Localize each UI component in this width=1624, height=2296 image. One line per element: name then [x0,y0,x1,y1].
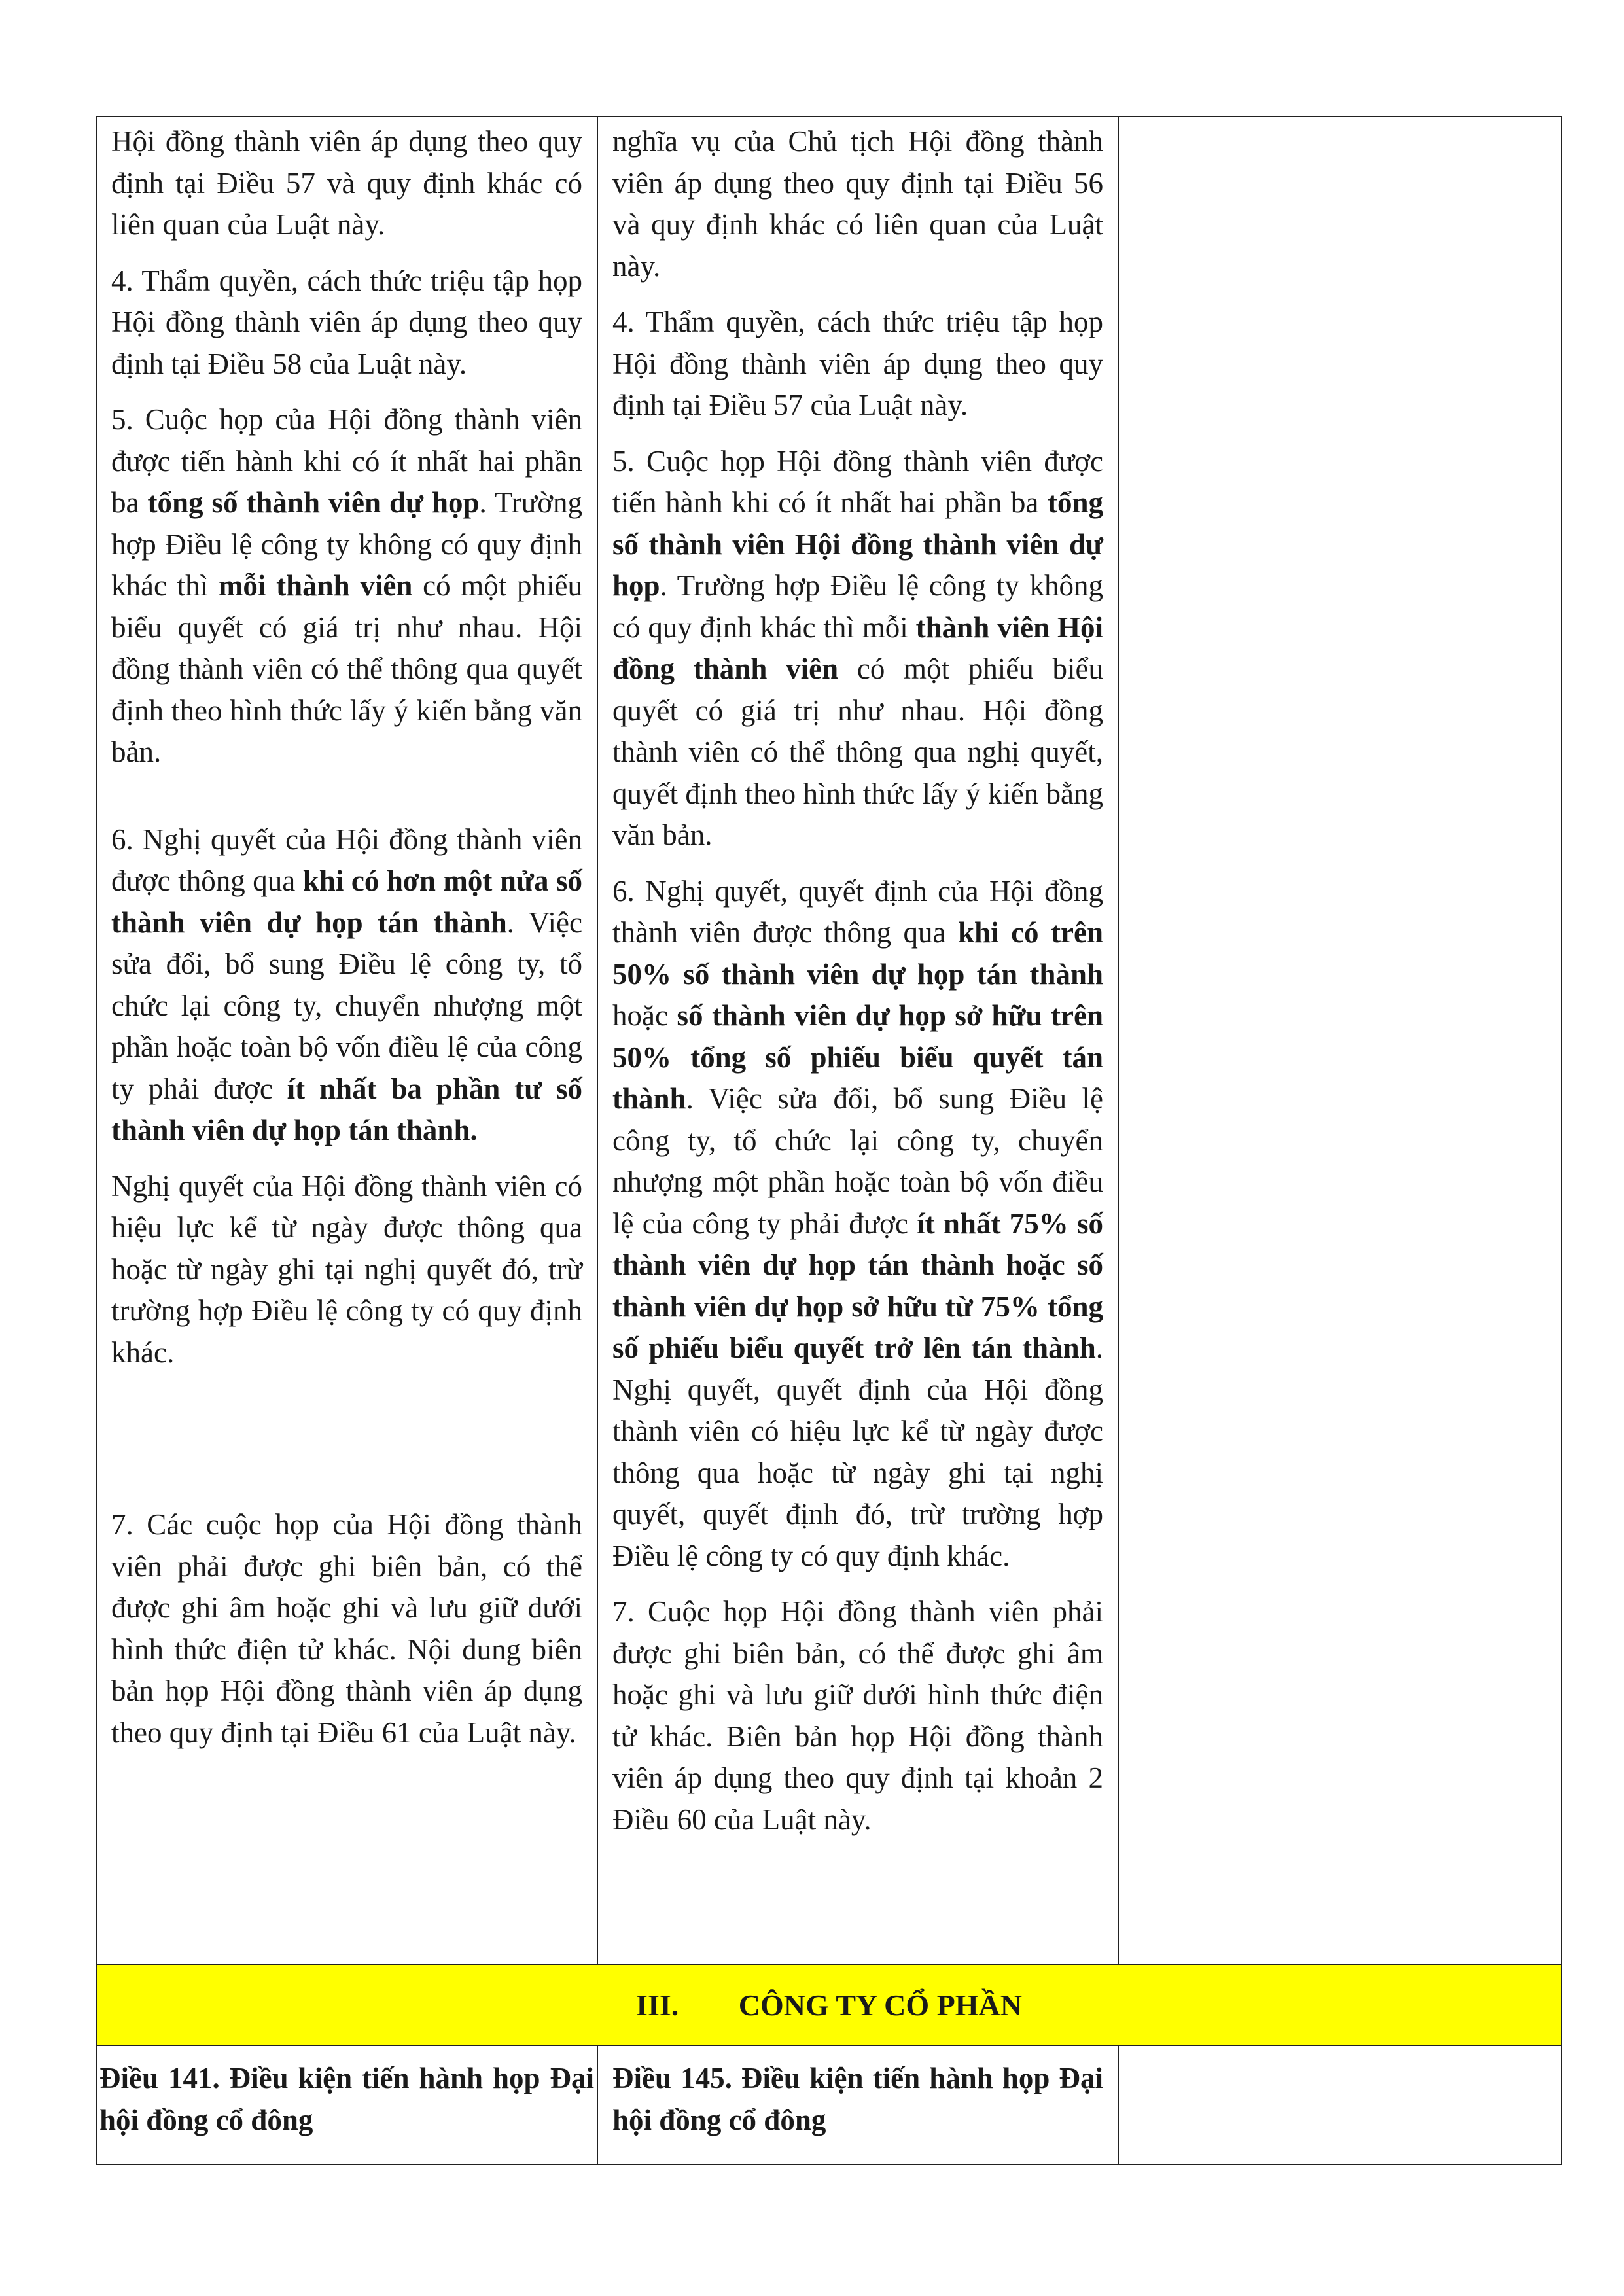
section-title: CÔNG TY CỔ PHẦN [738,1988,1022,2022]
text-run: 4. Thẩm quyền, cách thức triệu tập họp Hội đồng thành viên áp dụng theo quy định tại Điều 57 của Luật này. [612,306,1103,421]
section-header [96,1964,1562,2045]
bold-text: mỗi thành viên [218,569,413,602]
left-paragraph [111,1166,582,1374]
text-run: . Trường hợp Điều lệ công ty không có quy định khác thì [111,486,582,602]
text-run: 6. Nghị quyết, quyết định của Hội đồng thành viên được thông qua [612,874,1103,949]
spacer [111,788,582,819]
bold-text: số thành viên dự họp sở hữu trên 50% tổng số phiếu biểu quyết tán thành [612,999,1103,1115]
left-article-cell [96,2045,597,2164]
text-run: có một phiếu biểu quyết có giá trị như nhau. Hội đồng thành viên có thể thông qua nghị quyết, quyết định theo hình thức lấy ý kiến bằng văn bản. [612,652,1103,851]
text-run: 4. Thẩm quyền, cách thức triệu tập họp Hội đồng thành viên áp dụng theo quy định tại Điều 58 của Luật này. [111,264,582,380]
text-run: 6. Nghị quyết của Hội đồng thành viên được thông qua [111,822,582,897]
bold-text: khi có trên 50% số thành viên dự họp tán thành [612,916,1103,991]
middle-paragraph [612,1591,1103,1841]
text-run: nghĩa vụ của Chủ tịch Hội đồng thành viên áp dụng theo quy định tại Điều 56 và quy định khác có liên quan của Luật này. [612,125,1103,283]
middle-article-heading: Điều 145. Điều kiện tiến hành họp Đại hội đồng cổ đông [612,2062,1103,2136]
left-paragraph [111,121,582,246]
bold-text: ít nhất ba phần tư số thành viên dự họp tán thành. [111,1072,583,1146]
notes-column-cell [1118,116,1562,1964]
left-paragraph [111,399,582,773]
middle-column-cell [597,116,1118,1964]
comparison-table [96,116,1562,2165]
bold-text: thành viên Hội đồng thành viên [612,610,1103,685]
middle-article-cell [597,2045,1118,2164]
text-run: 5. Cuộc họp của Hội đồng thành viên được tiến hành khi có ít nhất hai phần ba [111,403,582,519]
left-article-heading: Điều 141. Điều kiện tiến hành họp Đại hội đồng cổ đông [99,2062,594,2136]
middle-paragraph [612,441,1103,857]
middle-paragraph [612,121,1103,287]
left-paragraph [111,819,582,1152]
middle-paragraph [612,302,1103,427]
text-run: . Nghị quyết, quyết định của Hội đồng thành viên có hiệu lực kể từ ngày được thông qua hoặc từ ngày ghi tại nghị quyết, quyết định đó, trừ trường hợp Điều lệ công ty có quy định khác. [612,1332,1103,1572]
text-run: có một phiếu biểu quyết có giá trị như nhau. Hội đồng thành viên có thể thông qua quyết định theo hình thức lấy ý kiến bằng văn bản. [111,569,582,768]
left-column-cell [96,116,597,1964]
spacer [111,1388,582,1504]
bold-text: tổng số thành viên Hội đồng thành viên dự họp [612,486,1103,602]
section-header-row [96,1964,1562,2045]
comparison-page [96,116,1561,2165]
middle-paragraph [612,871,1103,1578]
table-row [96,2045,1562,2164]
text-run: . Việc sửa đổi, bổ sung Điều lệ công ty, tổ chức lại công ty, chuyển nhượng một phần hoặc toàn bộ vốn điều lệ của công ty phải được [612,1082,1103,1240]
notes-article-cell [1118,2045,1562,2164]
bold-text: ít nhất 75% số thành viên dự họp tán thành hoặc số thành viên dự họp sở hữu từ 75% tổng số phiếu biểu quyết trở lên tán thành [612,1207,1103,1364]
text-run: 7. Cuộc họp Hội đồng thành viên phải được ghi biên bản, có thể được ghi âm hoặc ghi và lưu giữ dưới hình thức điện tử khác. Biên bản họp Hội đồng thành viên áp dụng theo quy định tại khoản 2 Điều 60 của Luật này. [612,1595,1103,1836]
left-paragraph [111,260,582,385]
bold-text: tổng số thành viên dự họp [147,486,480,519]
section-number: III. [636,1988,679,2022]
text-run: . Việc sửa đổi, bổ sung Điều lệ công ty, tổ chức lại công ty, chuyển nhượng một phần hoặc toàn bộ vốn điều lệ của công ty phải được [111,906,582,1105]
bold-text: khi có hơn một nửa số thành viên dự họp tán thành [111,864,582,939]
table-row [96,116,1562,1964]
text-run: 7. Các cuộc họp của Hội đồng thành viên phải được ghi biên bản, có thể được ghi âm hoặc ghi và lưu giữ dưới hình thức điện tử khác. Nội dung biên bản họp Hội đồng thành viên áp dụng theo quy định tại Điều 61 của Luật này. [111,1508,582,1749]
text-run: Nghị quyết của Hội đồng thành viên có hiệu lực kể từ ngày được thông qua hoặc từ ngày ghi tại nghị quyết đó, trừ trường hợp Điều lệ công ty có quy định khác. [111,1169,582,1369]
text-run: . Trường hợp Điều lệ công ty không có quy định khác thì mỗi [612,569,1103,644]
text-run: 5. Cuộc họp Hội đồng thành viên được tiến hành khi có ít nhất hai phần ba [612,444,1103,519]
text-run: Hội đồng thành viên áp dụng theo quy định tại Điều 57 và quy định khác có liên quan của Luật này. [111,125,582,241]
left-paragraph [111,1504,582,1754]
text-run: hoặc [612,999,677,1032]
